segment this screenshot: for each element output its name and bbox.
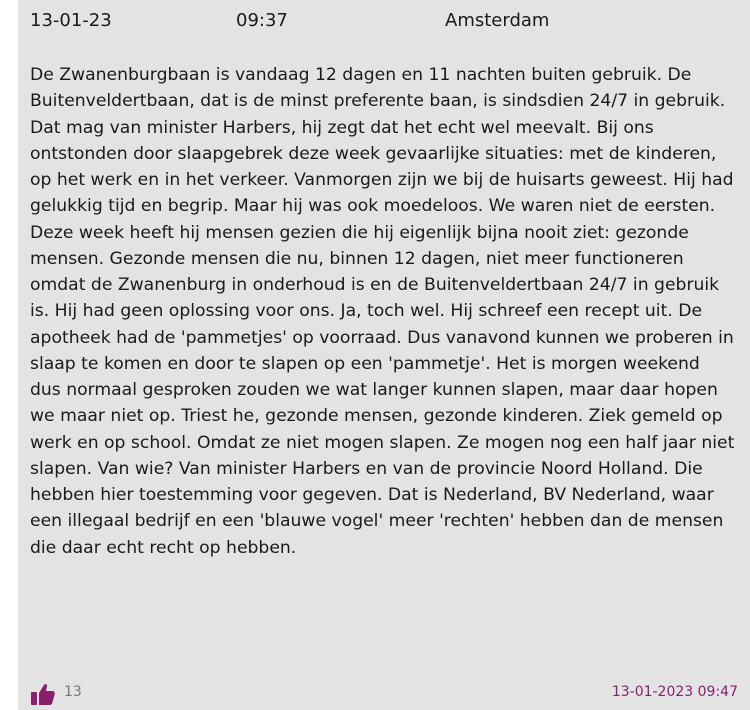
post-location: Amsterdam — [445, 10, 550, 31]
post-footer — [18, 680, 750, 706]
post-time: 09:37 — [236, 10, 288, 31]
post-date: 13-01-23 — [30, 10, 112, 31]
post-timestamp: 13-01-2023 09:47 — [611, 684, 738, 700]
like-count: 13 — [64, 684, 82, 700]
thumbs-up-icon[interactable] — [30, 682, 56, 706]
post-card — [18, 0, 750, 710]
post-header — [18, 10, 750, 36]
post-body: De Zwanenburgbaan is vandaag 12 dagen en 11 nachten buiten gebruik. De Buitenveldertbaan, dat is de minst preferente baan, is sindsdien 24/7 in gebruik. Dat mag van minister Harbers, hij zegt dat het echt wel meevalt. Bij ons ontstonden door slaapgebrek deze week gevaarlijke situaties: met de kinderen, op het werk en in het verkeer. Vanmorgen zijn we bij de huisarts geweest. Hij had gelukkig tijd en begrip. Maar hij was ook moedeloos. We waren niet de eersten. Deze week heeft hij mensen gezien die hij eigenlijk bijna nooit ziet: gezonde mensen. Gezonde mensen die nu, binnen 12 dagen, niet meer functioneren omdat de Zwanenburg in onderhoud is en de Buitenveldertbaan 24/7 in gebruik is. Hij had geen oplossing voor ons. Ja, toch wel. Hij schreef een recept uit. De apotheek had de 'pammetjes' op voorraad. Dus vanavond kunnen we proberen in slaap te komen en door te slapen op een 'pammetje'. Het is morgen weekend dus normaal gesproken zouden we wat langer kunnen slapen, maar daar hopen we maar niet op. Triest he, gezonde mensen, gezonde kinderen. Ziek gemeld op werk en op school. Omdat ze niet mogen slapen. Ze mogen nog een half jaar niet slapen. Van wie? Van minister Harbers en van de provincie Noord Holland. Die hebben hier toestemming voor gegeven. Dat is Nederland, BV Nederland, waar een illegaal bedrijf en een 'blauwe vogel' meer 'rechten' hebben dan de mensen die daar echt recht op hebben. — [30, 65, 735, 558]
